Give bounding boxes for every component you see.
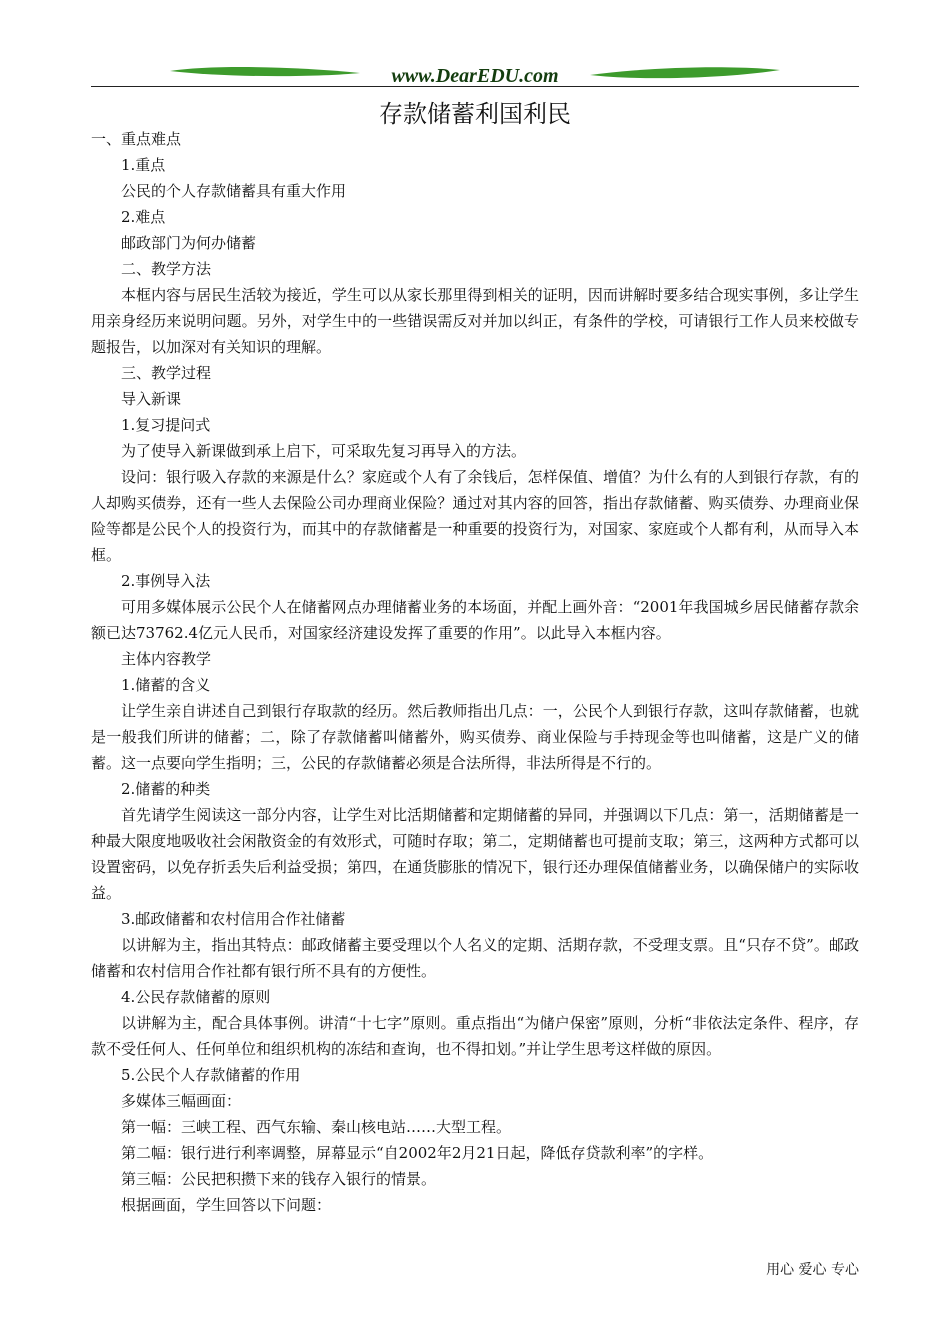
text-line: 导入新课 <box>121 390 182 408</box>
text-line: 第三幅：公民把积攒下来的钱存入银行的情景。 <box>121 1170 437 1188</box>
site-logo-text: www.DearEDU.com <box>391 65 559 87</box>
right-leaf-swoosh <box>590 67 780 78</box>
text-line: 1.重点 <box>121 156 166 174</box>
paragraph: 为了使导入新课做到承上启下，可采取先复习再导入的方法。 <box>121 442 527 460</box>
paragraph: 可用多媒体展示公民个人在储蓄网点办理储蓄业务的本场面，并配上画外音：“2001年我国城乡居民储蓄存款余额已达73762.4亿元人民币，对国家经济建设发挥了重要的作用”。以此导入本框内容。 <box>91 598 859 642</box>
text-line: 根据画面，学生回答以下问题： <box>121 1196 332 1214</box>
paragraph: 首先请学生阅读这一部分内容，让学生对比活期储蓄和定期储蓄的异同，并强调以下几点：第一，活期储蓄是一种最大限度地吸收社会闲散资金的有效形式，可随时存取；第二，定期储蓄也可提前支取；第三，这两种方式都可以设置密码，以免存折丢失后利益受损；第四，在通货膨胀的情况下，银行还办理保值储蓄业务，以确保储户的实际收益。 <box>91 806 859 902</box>
paragraph: 设问：银行吸入存款的来源是什么？家庭或个人有了余钱后，怎样保值、增值？为什么有的人到银行存款，有的人却购买债券，还有一些人去保险公司办理商业保险？通过对其内容的回答，指出存款储蓄、购买债券、办理商业保险等都是公民个人的投资行为，而其中的存款储蓄是一种重要的投资行为，对国家、家庭或个人都有利，从而导入本框。 <box>91 468 859 564</box>
text-line: 1.复习提问式 <box>121 416 211 434</box>
text-line: 二、教学方法 <box>121 260 212 278</box>
text-line: 2.事例导入法 <box>121 572 211 590</box>
text-line: 主体内容教学 <box>121 650 212 668</box>
text-line: 公民的个人存款储蓄具有重大作用 <box>121 182 347 200</box>
paragraph: 本框内容与居民生活较为接近，学生可以从家长那里得到相关的证明，因而讲解时要多结合现实事例，多让学生用亲身经历来说明问题。另外，对学生中的一些错误需反对并加以纠正，有条件的学校，可请银行工作人员来校做专题报告，以加深对有关知识的理解。 <box>91 286 859 356</box>
text-line: 多媒体三幅画面： <box>121 1092 242 1110</box>
footer-motto: 用心 爱心 专心 <box>766 1262 859 1278</box>
text-line: 2.储蓄的种类 <box>121 780 211 798</box>
text-line: 第一幅：三峡工程、西气东输、秦山核电站……大型工程。 <box>121 1118 512 1136</box>
text-line: 4.公民存款储蓄的原则 <box>121 988 271 1006</box>
text-line: 2.难点 <box>121 208 166 226</box>
left-leaf-swoosh <box>170 67 360 76</box>
header-rule <box>91 86 859 87</box>
text-line: 三、教学过程 <box>121 364 212 382</box>
text-line: 3.邮政储蓄和农村信用合作社储蓄 <box>121 910 346 928</box>
paragraph: 以讲解为主，配合具体事例。讲清“十七字”原则。重点指出“为储户保密”原则，分析“非依法定条件、程序，存款不受任何人、任何单位和组织机构的冻结和查询，也不得扣划。”并让学生思考这样做的原因。 <box>91 1014 859 1058</box>
page-title: 存款储蓄利国利民 <box>379 100 571 128</box>
text-line: 5.公民个人存款储蓄的作用 <box>121 1066 301 1084</box>
text-line: 邮政部门为何办储蓄 <box>121 234 257 252</box>
document-body <box>91 126 859 1218</box>
paragraph: 让学生亲自讲述自己到银行存取款的经历。然后教师指出几点：一，公民个人到银行存款，这叫存款储蓄，也就是一般我们所讲的储蓄；二，除了存款储蓄叫储蓄外，购买债券、商业保险与手持现金等也叫储蓄，这是广义的储蓄。这一点要向学生指明；三，公民的存款储蓄必须是合法所得，非法所得是不行的。 <box>91 702 859 772</box>
header-logo <box>170 62 780 88</box>
paragraph: 以讲解为主，指出其特点：邮政储蓄主要受理以个人名义的定期、活期存款，不受理支票。且“只存不贷”。邮政储蓄和农村信用合作社都有银行所不具有的方便性。 <box>91 936 859 980</box>
text-line: 第二幅：银行进行利率调整，屏幕显示“自2002年2月21日起，降低存贷款利率”的字样。 <box>121 1144 714 1162</box>
text-line: 一、重点难点 <box>91 130 182 148</box>
text-line: 1.储蓄的含义 <box>121 676 211 694</box>
